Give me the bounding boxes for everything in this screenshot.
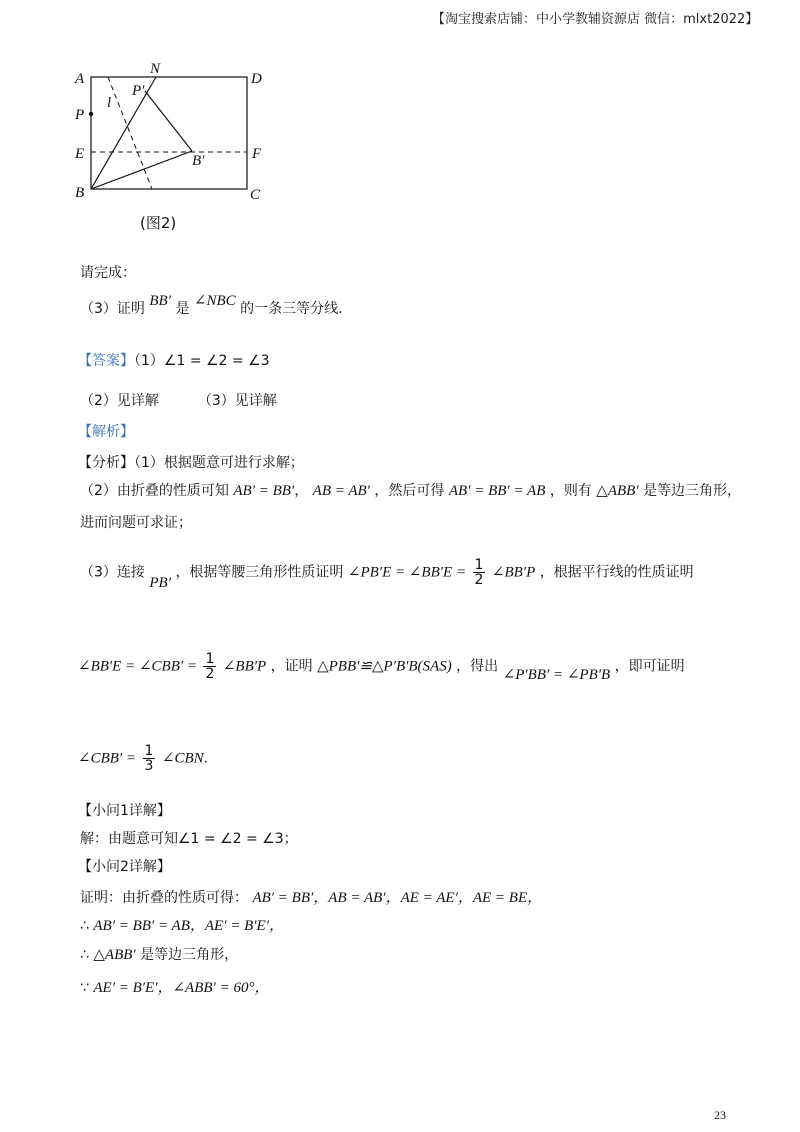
label-b: B (75, 185, 85, 201)
math: ∠BB′P (491, 564, 536, 581)
denominator: 2 (205, 666, 215, 682)
question-3 (80, 293, 343, 318)
answer-1: （1）∠1 = ∠2 = ∠3 (134, 353, 270, 369)
because-symbol: ∵ (80, 980, 89, 996)
text: ，即可证明 (614, 658, 685, 675)
line-p-prime-b-prime (145, 91, 192, 151)
label-l: l (107, 95, 112, 111)
label-p: P (75, 107, 85, 123)
prompt-line: 请完成： (80, 265, 136, 281)
sub-question-2-tag: 【小问2详解】 (78, 859, 171, 875)
fraction-third (143, 744, 156, 773)
label-p-prime: P′ (132, 83, 145, 99)
figure-caption: (图2) (140, 214, 177, 232)
label-a: A (75, 71, 85, 87)
line-bb-prime (91, 151, 192, 189)
period: . (203, 750, 209, 767)
text: 证明：由折叠的性质可得： (80, 890, 248, 906)
answer-line-2 (80, 390, 277, 410)
math: AB′ = BB′ = AB (448, 483, 546, 499)
sub-question-1: 解：由题意可知∠1 = ∠2 = ∠3； (80, 831, 298, 847)
label-c: C (250, 187, 261, 203)
proof-line-1 (80, 886, 542, 907)
text: （3）连接 (80, 564, 145, 581)
analysis-3-end (78, 744, 208, 773)
analysis-3 (80, 557, 694, 591)
math: ∠P′BB′ = ∠PB′B (502, 666, 611, 683)
text: 的一条三等分线. (240, 301, 343, 317)
math: AB′ = BB′ (233, 483, 295, 499)
analysis-tag: 【解析】 (78, 424, 134, 440)
analysis-3-cont (78, 652, 685, 681)
text: 是 (175, 301, 190, 317)
answer-3: （3）见详解 (197, 393, 277, 409)
page-header: 【淘宝搜索店铺：中小学教辅资源店 微信：mlxt2022】 (432, 12, 759, 27)
sub-question-1-tag: 【小问1详解】 (78, 803, 171, 819)
point-p (89, 112, 93, 116)
fraction-half (473, 558, 486, 587)
math: AB′ = BB′ = AB，AE′ = B′E′， (93, 918, 285, 934)
label-d: D (251, 71, 262, 87)
proof-line-3 (80, 944, 238, 964)
text: ，然后可得 (374, 483, 445, 499)
numerator: 1 (205, 651, 215, 667)
denominator: 3 (144, 758, 154, 774)
fold-line-l (108, 77, 152, 189)
rectangle-abcd (91, 77, 247, 189)
label-e: E (75, 146, 85, 162)
text: ，根据平行线的性质证明 (539, 564, 694, 581)
text: ，则有 (549, 483, 592, 499)
math: AE′ = B′E′，∠ABB′ = 60°， (93, 980, 270, 996)
math-bb-prime: BB′ (149, 293, 171, 309)
math: ∠BB′E = ∠CBB′ = (78, 658, 198, 675)
math: ∠PB′E = ∠BB′E = (347, 564, 467, 581)
denominator: 2 (474, 572, 484, 588)
text: ，证明 (270, 658, 313, 675)
text: （3）证明 (80, 301, 145, 317)
analysis-1: 【分析】（1）根据题意可进行求解； (78, 455, 304, 471)
proof-line-4 (80, 976, 269, 997)
math: ∠CBB′ = (78, 750, 137, 767)
math: △PBB′≌△P′B′B(SAS) (317, 658, 452, 675)
math: AB′ = BB′，AB = AB′，AE = AE′，AE = BE， (252, 890, 543, 906)
text: （2）由折叠的性质可知 (80, 483, 229, 499)
therefore-symbol: ∴ (80, 947, 89, 963)
text: 是等边三角形， (140, 947, 239, 963)
label-n: N (150, 61, 161, 77)
analysis-2: （2）由折叠的性质可知 AB′ = BB′， AB = AB′ ，然后可得 AB′ = BB′ = AB ，则有 △ABB′ 是等边三角形， (80, 483, 742, 499)
proof-line-2 (80, 914, 284, 935)
numerator: 1 (144, 743, 154, 759)
math: ∠CBN (161, 750, 204, 767)
answer-line-1 (78, 350, 270, 370)
math: △ABB′ (93, 947, 136, 963)
answer-tag: 【答案】 (78, 353, 134, 369)
line-bn (91, 77, 156, 189)
page-number: 23 (714, 1108, 726, 1122)
text: ，得出 (456, 658, 499, 675)
numerator: 1 (474, 557, 484, 573)
text: ，根据等腰三角形性质证明 (175, 564, 344, 581)
text: 是等边三角形， (643, 483, 742, 499)
fraction-half (203, 652, 216, 681)
label-b-prime: B′ (192, 153, 205, 169)
analysis-2-cont: 进而问题可求证； (80, 515, 192, 531)
math: PB′ (149, 574, 171, 591)
math: AB = AB′ (312, 483, 370, 499)
math: △ABB′ (596, 483, 639, 499)
math: ∠BB′P (222, 658, 267, 675)
figure-2-diagram (60, 55, 290, 235)
math-angle-nbc: ∠NBC (193, 293, 236, 309)
label-f: F (252, 146, 262, 162)
answer-2: （2）见详解 (80, 393, 159, 409)
therefore-symbol: ∴ (80, 918, 89, 934)
